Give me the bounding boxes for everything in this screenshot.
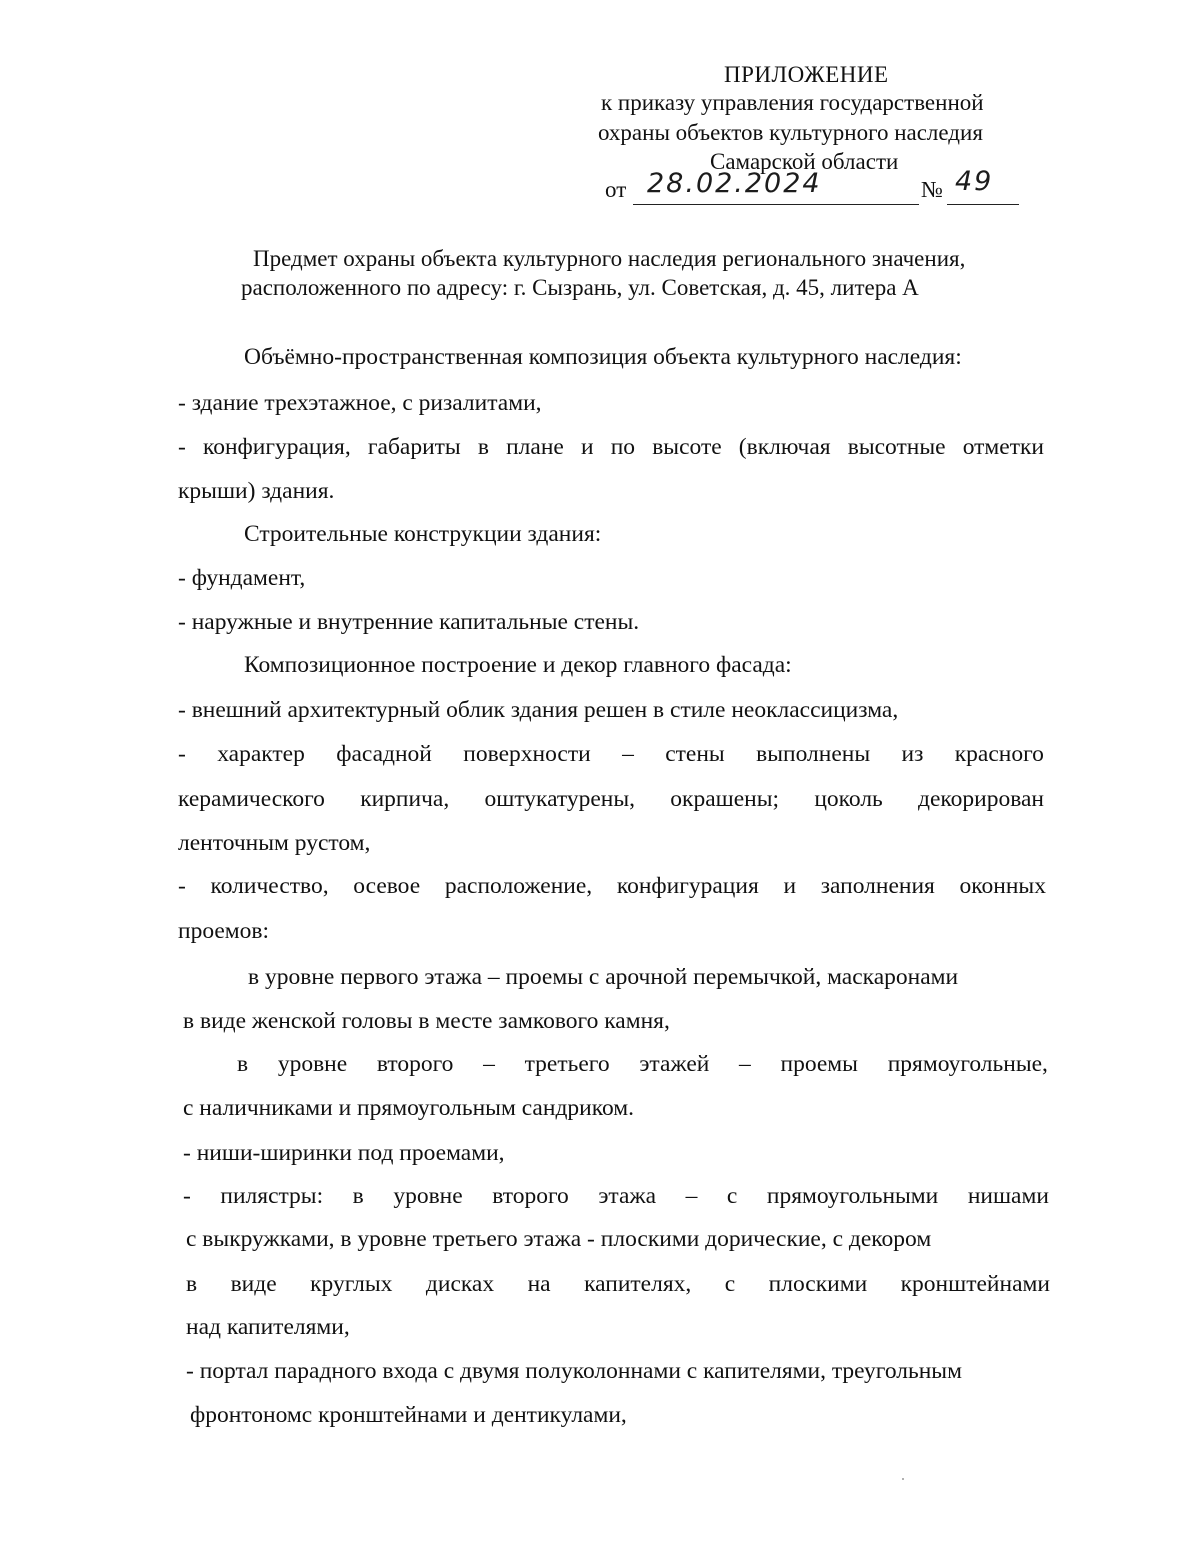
- appendix-subtitle-line-1: к приказу управления государственной: [601, 90, 984, 115]
- appendix-title: ПРИЛОЖЕНИЕ: [724, 62, 889, 87]
- word: с: [726, 1183, 738, 1209]
- word: в: [237, 1051, 249, 1077]
- appendix-subtitle-line-3: Самарской области: [710, 149, 899, 174]
- item-configuration-line-1: [178, 434, 1044, 461]
- word: с: [724, 1271, 736, 1297]
- handwritten-date: 28.02.2024: [647, 168, 822, 199]
- word: стены: [665, 741, 725, 767]
- word: дисках: [425, 1271, 495, 1297]
- word: плане: [506, 434, 564, 460]
- word: уровне: [393, 1183, 463, 1209]
- word: высоте: [652, 434, 722, 460]
- item-pilasters-line-4: над капителями,: [186, 1314, 350, 1340]
- handwritten-number: 49: [955, 166, 994, 197]
- word: круглых: [310, 1271, 393, 1297]
- word: кронштейнами: [900, 1271, 1050, 1297]
- word: -: [178, 873, 186, 899]
- word: цоколь: [814, 786, 883, 812]
- word: прямоугольные,: [887, 1051, 1048, 1077]
- item-surface-line-3: ленточным рустом,: [178, 830, 371, 856]
- word: на: [527, 1271, 551, 1297]
- word: -: [178, 434, 186, 460]
- word: этажа: [598, 1183, 657, 1209]
- item-walls: - наружные и внутренние капитальные стены.: [178, 609, 640, 635]
- item-pilasters-line-3: [186, 1271, 1050, 1298]
- item-openings-line-2: проемов:: [178, 918, 270, 944]
- number-label: №: [921, 177, 943, 202]
- item-neoclassicism: - внешний архитектурный облик здания решен в стиле неоклассицизма,: [178, 697, 899, 723]
- word: габариты: [367, 434, 461, 460]
- word: кирпича,: [360, 786, 450, 812]
- item-portal-line-2: фронтономс кронштейнами и дентикулами,: [190, 1402, 627, 1428]
- item-configuration-line-2: крыши) здания.: [178, 478, 335, 504]
- word: выполнены: [756, 741, 871, 767]
- word: в: [352, 1183, 364, 1209]
- item-portal-line-1: - портал парадного входа с двумя полуколоннами с капителями, треугольным: [186, 1358, 962, 1384]
- word: заполнения: [820, 873, 935, 899]
- word: –: [685, 1183, 698, 1209]
- word: второго: [492, 1183, 569, 1209]
- word: высотные: [847, 434, 946, 460]
- word: (включая: [738, 434, 831, 460]
- word: поверхности: [463, 741, 591, 767]
- word: характер: [217, 741, 305, 767]
- word: плоскими: [768, 1271, 868, 1297]
- word: второго: [376, 1051, 454, 1077]
- word: -: [178, 741, 186, 767]
- number-underline: [947, 204, 1019, 205]
- word: третьего: [524, 1051, 610, 1077]
- document-title-line-1: Предмет охраны объекта культурного наследия регионального значения,: [253, 246, 966, 271]
- word: фасадной: [336, 741, 432, 767]
- document-title-line-2: расположенного по адресу: г. Сызрань, ул. Советская, д. 45, литера А: [241, 275, 919, 300]
- word: оконных: [959, 873, 1046, 899]
- order-date-number-row: [605, 168, 1025, 210]
- word: по: [610, 434, 636, 460]
- word: нишами: [967, 1183, 1049, 1209]
- word: оштукатурены,: [484, 786, 636, 812]
- word: и: [581, 434, 594, 460]
- item-openings-line-1: [178, 873, 1046, 900]
- scan-speck: [902, 1478, 904, 1480]
- item-three-storey: - здание трехэтажное, с ризалитами,: [178, 390, 542, 416]
- word: красного: [954, 741, 1044, 767]
- word: в: [477, 434, 489, 460]
- word: из: [901, 741, 924, 767]
- word: капителях,: [584, 1271, 692, 1297]
- section-structures: Строительные конструкции здания:: [244, 521, 602, 547]
- item-niches: - ниши-ширинки под проемами,: [183, 1140, 505, 1166]
- item-pilasters-line-2: с выкружками, в уровне третьего этажа - плоскими дорические, с декором: [186, 1226, 932, 1252]
- item-foundation: - фундамент,: [178, 565, 306, 591]
- word: керамического: [178, 786, 325, 812]
- section-volumetric: Объёмно-пространственная композиция объекта культурного наследия:: [244, 344, 962, 370]
- word: –: [739, 1051, 751, 1077]
- word: пилястры:: [220, 1183, 324, 1209]
- word: –: [483, 1051, 495, 1077]
- word: конфигурация: [616, 873, 759, 899]
- from-label: от: [605, 177, 627, 202]
- item-upper-floors-line-1: [237, 1051, 1048, 1078]
- word: конфигурация,: [202, 434, 351, 460]
- item-upper-floors-line-2: с наличниками и прямоугольным сандриком.: [183, 1095, 634, 1121]
- word: прямоугольными: [766, 1183, 939, 1209]
- section-facade: Композиционное построение и декор главного фасада:: [244, 652, 792, 678]
- word: в: [186, 1271, 198, 1297]
- item-surface-line-2: [178, 786, 1044, 813]
- item-first-floor-line-2: в виде женской головы в месте замкового камня,: [183, 1008, 670, 1034]
- word: -: [183, 1183, 191, 1209]
- word: отметки: [962, 434, 1044, 460]
- item-first-floor-line-1: в уровне первого этажа – проемы с арочной перемычкой, маскаронами: [248, 964, 959, 990]
- word: осевое: [353, 873, 421, 899]
- word: декорирован: [918, 786, 1044, 812]
- word: виде: [230, 1271, 277, 1297]
- word: и: [783, 873, 797, 899]
- word: количество,: [210, 873, 329, 899]
- word: окрашены;: [670, 786, 780, 812]
- item-surface-line-1: [178, 741, 1044, 768]
- word: проемы: [780, 1051, 858, 1077]
- appendix-subtitle-line-2: охраны объектов культурного наследия: [598, 120, 983, 145]
- word: расположение,: [444, 873, 593, 899]
- date-underline: [633, 204, 919, 205]
- word: уровне: [277, 1051, 348, 1077]
- item-pilasters-line-1: [183, 1183, 1049, 1210]
- word: этажей: [639, 1051, 710, 1077]
- word: –: [622, 741, 634, 767]
